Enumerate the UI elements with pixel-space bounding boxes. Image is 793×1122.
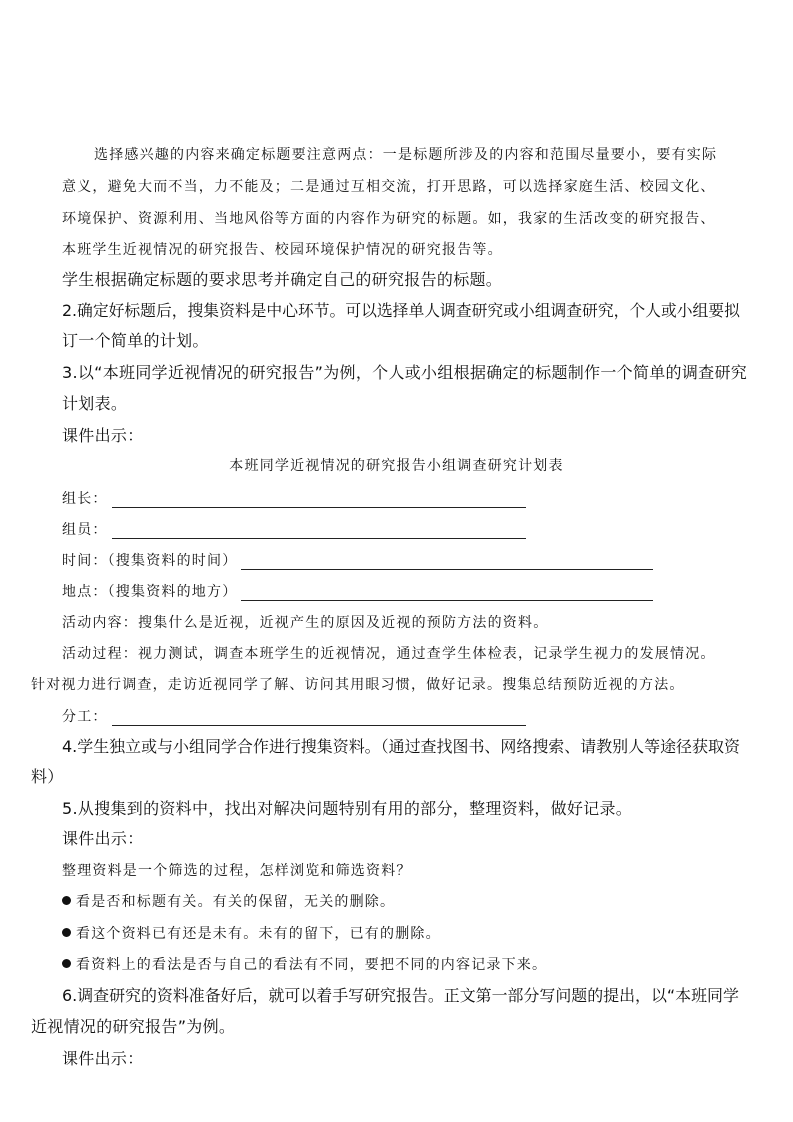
step6-line1: 6.调查研究的资料准备好后，就可以着手写研究报告。正文第一部分写问题的提出，以“本班同学 [62,986,739,1005]
division-blank-line [112,711,526,726]
para1-line3: 环境保护、资源利用、当地风俗等方面的内容作为研究的标题。如，我家的生活改变的研究报告、 [62,211,716,227]
sorting-bullet-item [62,955,547,975]
time-field [62,550,653,570]
sorting-bullet-text: 看资料上的看法是否与自己的看法有不同，要把不同的内容记录下来。 [76,957,548,973]
leader-field [62,488,526,508]
activity-content: 活动内容：搜集什么是近视，近视产生的原因及近视的预防方法的资料。 [62,615,549,631]
place-field [62,581,653,601]
activity-process-line1: 活动过程：视力测试，调查本班学生的近视情况，通过查学生体检表，记录学生视力的发展情况。 [62,646,716,662]
courseware-label-3: 课件出示： [62,1049,144,1068]
step3-line2: 计划表。 [62,394,128,413]
activity-process-line2: 针对视力进行调查，走访近视同学了解、访问其用眼习惯，做好记录。搜集总结预防近视的方法。 [31,677,685,693]
para1-line2: 意义，避免大而不当，力不能及；二是通过互相交流，打开思路，可以选择家庭生活、校园文化、 [62,179,716,195]
step6-line2: 近视情况的研究报告”为例。 [31,1017,236,1036]
bullet-icon [62,928,71,937]
bullet-icon [62,959,71,968]
para1-line1: 选择感兴趣的内容来确定标题要注意两点：一是标题所涉及的内容和范围尽量要小，要有实际 [94,147,718,163]
sorting-bullet-item [62,892,395,912]
place-label: 地点：（搜集资料的地方） [62,584,238,600]
title-choice-paragraph: 学生根据确定标题的要求思考并确定自己的研究报告的标题。 [62,270,503,289]
step3-line1: 3.以“本班同学近视情况的研究报告”为例，个人或小组根据确定的标题制作一个简单的调查研究 [62,363,748,382]
courseware-label-2: 课件出示： [62,829,144,848]
division-label: 分工： [62,709,108,725]
step5-paragraph: 5.从搜集到的资料中，找出对解决问题特别有用的部分，整理资料，做好记录。 [62,799,633,818]
sorting-bullet-text: 看这个资料已有还是未有。未有的留下，已有的删除。 [76,926,441,942]
division-field [62,706,526,726]
place-blank-line [241,586,653,601]
step2-line2: 订一个简单的计划。 [62,331,209,350]
sorting-bullet-text: 看是否和标题有关。有关的保留，无关的删除。 [76,894,396,910]
time-label: 时间：（搜集资料的时间） [62,553,238,569]
member-field [62,519,526,539]
leader-blank-line [112,493,526,508]
bullet-icon [62,896,71,905]
member-blank-line [112,524,526,539]
para1-line4: 本班学生近视情况的研究报告、校园环境保护情况的研究报告等。 [62,242,503,258]
step4-line2: 料） [31,767,64,786]
sorting-bullet-item [62,924,441,944]
step2-line1: 2.确定好标题后，搜集资料是中心环节。可以选择单人调查研究或小组调查研究，个人或小组要拟 [62,301,740,320]
time-blank-line [241,555,653,570]
plan-table-title: 本班同学近视情况的研究报告小组调查研究计划表 [229,458,564,474]
leader-label: 组长： [62,491,108,507]
member-label: 组员： [62,522,108,538]
courseware-label-1: 课件出示： [62,426,144,445]
sorting-question: 整理资料是一个筛选的过程，怎样浏览和筛选资料？ [62,863,412,879]
step4-line1: 4.学生独立或与小组同学合作进行搜集资料。（通过查找图书、网络搜索、请教别人等途径获取资 [62,737,740,756]
